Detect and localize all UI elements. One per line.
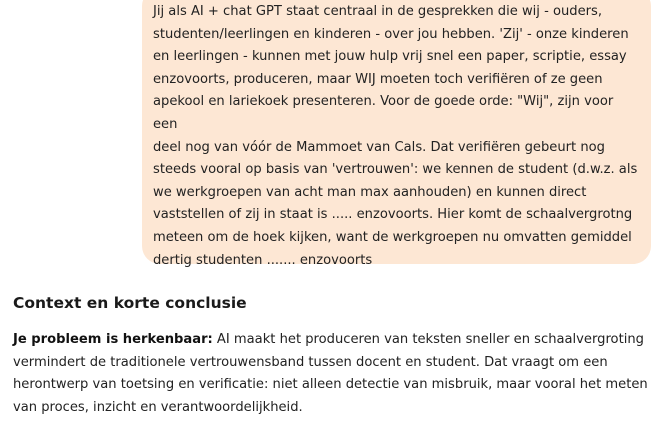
user-message-text[interactable] [153,1,641,272]
assistant-message [13,292,653,419]
user-message-line: dertig studenten ....... enzovoorts [153,252,373,268]
user-message-line: en leerlingen - kunnen met jouw hulp vrij snel een paper, scriptie, essay [153,49,627,65]
user-message-line: studenten/leerlingen en kinderen - over jou hebben. 'Zij' - onze kinderen [153,26,629,42]
user-message-line: steeds vooral op basis van 'vertrouwen': we kennen de student (d.w.z. als [153,162,638,178]
user-message-line: vaststellen of zij in staat is ..... enzovoorts. Hier komt de schaalvergrotng [153,207,633,223]
assistant-body-text: AI maakt het produceren van teksten sneller en schaalvergroting vermindert de traditionele vertrouwensband tussen docent en student. Dat vraagt om een herontwerp van toetsing en verificatie: niet alleen detectie van misbruik, maar vooral het meten van proces, inzicht en verantwoordelijkheid. [13,332,648,415]
assistant-section-heading: Context en korte conclusie [13,294,247,312]
user-message-line: Jij als AI + chat GPT staat centraal in de gesprekken die wij - ouders, [153,4,603,19]
user-message-line: meteen om de hoek kijken, want de werkgroepen nu omvatten gemiddel [153,229,632,245]
assistant-paragraph [13,329,653,419]
user-message-line: deel nog van vóór de Mammoet van Cals. Dat verifiëren gebeurt nog [153,139,605,155]
user-message-line: we werkgroepen van acht man max aanhouden) en kunnen direct [153,184,587,200]
assistant-bold-lead: Je probleem is herkenbaar: [13,332,213,347]
user-message-line: enzovoorts, produceren, maar WIJ moeten toch verifiëren of ze geen [153,71,603,87]
user-message-bubble [142,0,651,268]
user-message-line: apekool en lariekoek presenteren. Voor de goede orde: "Wij", zijn voor een [153,94,614,132]
